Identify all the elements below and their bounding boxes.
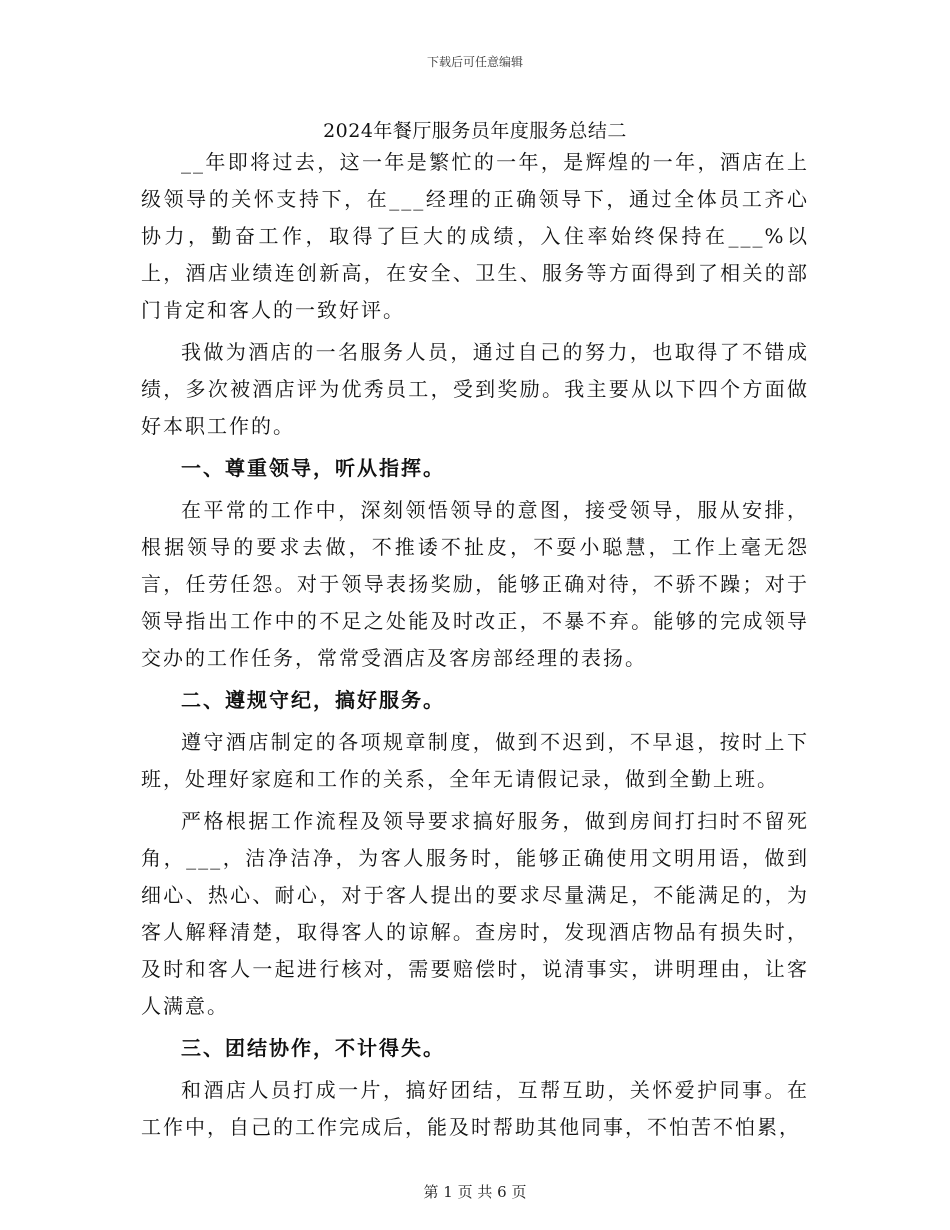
section-heading: 三、团结协作，不计得失。	[181, 1036, 445, 1060]
page-footer: 第 1 页 共 6 页	[423, 1183, 527, 1201]
paragraph: 我做为酒店的一名服务人员，通过自己的努力，也取得了不错成绩，多次被酒店评为优秀员工，受到奖励。我主要从以下四个方面做好本职工作的。	[141, 340, 809, 438]
section-heading: 二、遵规守纪，搞好服务。	[181, 688, 445, 712]
paragraph: 和酒店人员打成一片，搞好团结，互帮互助，关怀爱护同事。在工作中，自己的工作完成后，能及时帮助其他同事，不怕苦不怕累，	[141, 1078, 809, 1139]
paragraph: 在平常的工作中，深刻领悟领导的意图，接受领导，服从安排，根据领导的要求去做，不推诿不扯皮，不耍小聪慧，工作上毫无怨言，任劳任怨。对于领导表扬奖励，能够正确对待，不骄不躁；对于领导指出工作中的不足之处能及时改正，不暴不弃。能够的完成领导交办的工作任务，常常受酒店及客房部经理的表扬。	[141, 498, 809, 670]
document-title: 2024年餐厅服务员年度服务总结二	[323, 120, 627, 142]
paragraph: 遵守酒店制定的各项规章制度，做到不迟到，不早退，按时上下班，处理好家庭和工作的关系，全年无请假记录，做到全勤上班。	[141, 730, 809, 791]
paragraph: 严格根据工作流程及领导要求搞好服务，做到房间打扫时不留死角，___，洁净洁净，为客人服务时，能够正确使用文明用语，做到细心、热心、耐心，对于客人提出的要求尽量满足，不能满足的，为客人解释清楚，取得客人的谅解。查房时，发现酒店物品有损失时，及时和客人一起进行核对，需要赔偿时，说清事实，讲明理由，让客人满意。	[141, 809, 809, 1018]
section-heading: 一、尊重领导，听从指挥。	[181, 456, 445, 480]
intro-paragraph: __年即将过去，这一年是繁忙的一年，是辉煌的一年，酒店在上级领导的关怀支持下，在___经理的正确领导下，通过全体员工齐心协力，勤奋工作，取得了巨大的成绩，入住率始终保持在___%以上，酒店业绩连创新高，在安全、卫生、服务等方面得到了相关的部门肯定和客人的一致好评。	[141, 150, 809, 322]
document-body	[141, 144, 809, 1146]
header-note: 下载后可任意编辑	[426, 55, 523, 69]
